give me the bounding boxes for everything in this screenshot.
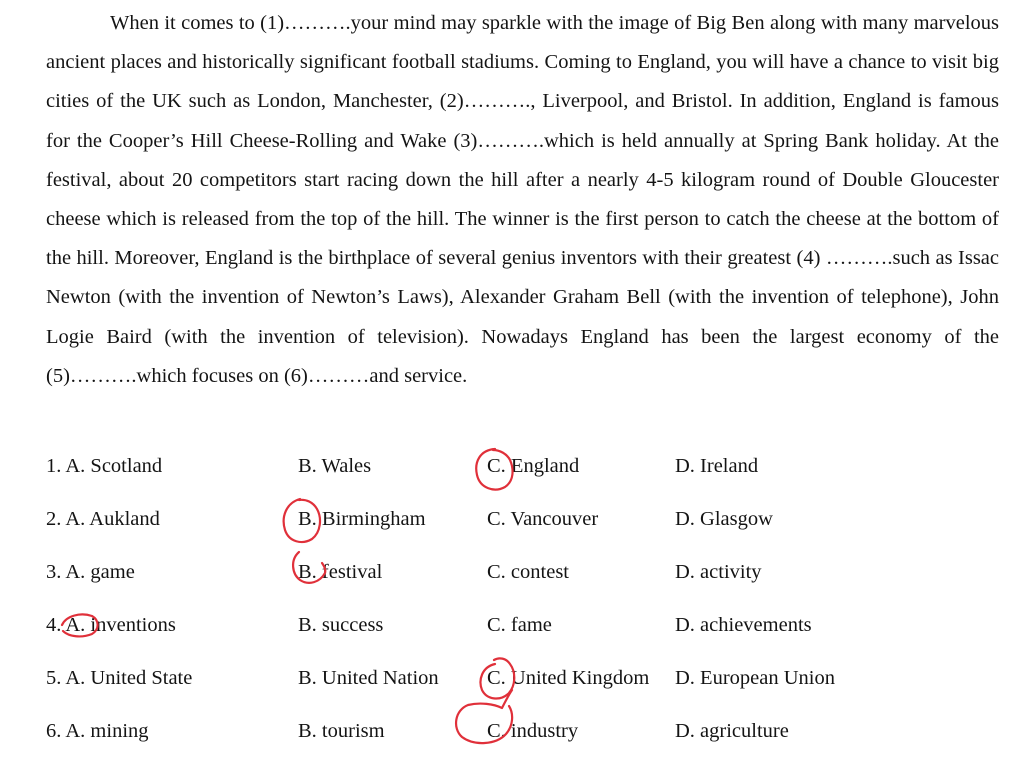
answer-options	[46, 446, 1006, 764]
question-row-4	[46, 605, 1006, 658]
option-c[interactable]: C. industry	[487, 720, 579, 742]
option-b[interactable]: B. Wales	[298, 455, 372, 477]
option-d[interactable]: D. Glasgow	[675, 508, 773, 530]
option-b[interactable]: B. Birmingham	[298, 508, 426, 530]
question-row-6	[46, 711, 1006, 764]
option-b[interactable]: B. success	[298, 614, 384, 636]
question-number: 3.	[46, 561, 62, 583]
question-number: 4.	[46, 614, 62, 636]
option-c[interactable]: C. fame	[487, 614, 552, 636]
option-d[interactable]: D. activity	[675, 561, 762, 583]
question-number: 6.	[46, 720, 62, 742]
option-c[interactable]: C. Vancouver	[487, 508, 599, 530]
question-number: 1.	[46, 455, 62, 477]
option-a[interactable]: A. inventions	[65, 614, 176, 636]
option-a[interactable]: A. Scotland	[65, 455, 163, 477]
option-a[interactable]: A. United State	[65, 667, 193, 689]
question-number: 5.	[46, 667, 62, 689]
reading-passage: When it comes to (1)……….your mind may sparkle with the image of Big Ben along with many marvelous ancient places and historically significant football stadiums. Coming to England, you will have a chance to visit big cities of the UK such as London, Manchester, (2)………., Liverpool, and Bristol. In addition, England is famous for the Cooper’s Hill Cheese-Rolling and Wake (3)……….which is held annually at Spring Bank holiday. At the festival, about 20 competitors start racing down the hill after a nearly 4-5 kilogram round of Double Gloucester cheese which is released from the top of the hill. The winner is the first person to catch the cheese at the bottom of the hill. Moreover, England is the birthplace of several genius inventors with their greatest (4) ……….such as Issac Newton (with the invention of Newton’s Laws), Alexander Graham Bell (with the invention of telephone), John Logie Baird (with the invention of television). Nowadays England has been the largest economy of the (5)……….which focuses on (6)………and service.	[46, 12, 999, 387]
option-b[interactable]: B. United Nation	[298, 667, 439, 689]
question-row-1	[46, 446, 1006, 499]
question-number: 2.	[46, 508, 62, 530]
option-d[interactable]: D. agriculture	[675, 720, 789, 742]
option-b[interactable]: B. festival	[298, 561, 383, 583]
option-c[interactable]: C. England	[487, 455, 580, 477]
option-c[interactable]: C. contest	[487, 561, 569, 583]
option-d[interactable]: D. achievements	[675, 614, 812, 636]
option-c[interactable]: C. United Kingdom	[487, 667, 650, 689]
question-row-3	[46, 552, 1006, 605]
option-d[interactable]: D. Ireland	[675, 455, 759, 477]
question-row-2	[46, 499, 1006, 552]
option-a[interactable]: A. mining	[65, 720, 149, 742]
option-a[interactable]: A. Aukland	[65, 508, 160, 530]
option-d[interactable]: D. European Union	[675, 667, 835, 689]
question-row-5	[46, 658, 1006, 711]
option-b[interactable]: B. tourism	[298, 720, 385, 742]
option-a[interactable]: A. game	[65, 561, 135, 583]
